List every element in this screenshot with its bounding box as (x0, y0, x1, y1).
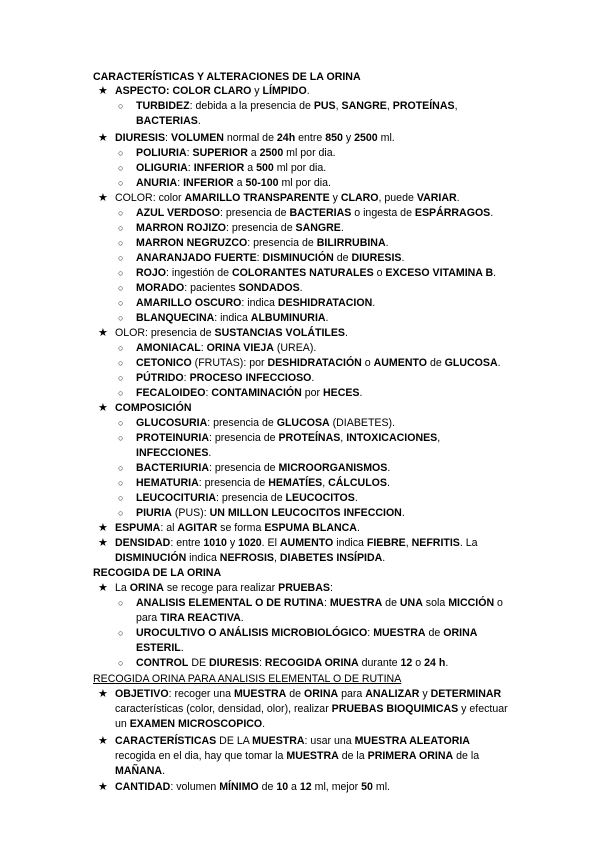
densidad-line-cont: DISMINUCIÓN indica NEFROSIS, DIABETES INSÍPIDA. (115, 552, 386, 564)
star-bullet-icon: ★ (98, 735, 108, 747)
circle-bullet-icon: ○ (118, 298, 124, 308)
leucocituria-line: LEUCOCITURIA: presencia de LEUCOCITOS. (136, 492, 358, 504)
star-bullet-icon: ★ (98, 85, 108, 97)
olor-line: OLOR: presencia de SUSTANCIAS VOLÁTILES. (115, 327, 348, 339)
composicion-line: COMPOSICIÓN (115, 402, 192, 414)
circle-bullet-icon: ○ (118, 148, 124, 158)
turbidez-line-cont: BACTERIAS. (136, 115, 201, 127)
circle-bullet-icon: ○ (118, 658, 124, 668)
circle-bullet-icon: ○ (118, 313, 124, 323)
circle-bullet-icon: ○ (118, 373, 124, 383)
star-bullet-icon: ★ (98, 132, 108, 144)
olor-item: PÚTRIDO: PROCESO INFECCIOSO. (136, 372, 315, 384)
control-line: CONTROL DE DIURESIS: RECOGIDA ORINA durante 12 o 24 h. (136, 657, 449, 669)
circle-bullet-icon: ○ (118, 358, 124, 368)
olor-item: AMONIACAL: ORINA VIEJA (UREA). (136, 342, 317, 354)
oliguria-line: OLIGURIA: INFERIOR a 500 ml por dia. (136, 162, 327, 174)
circle-bullet-icon: ○ (118, 463, 124, 473)
urocultivo-line-cont: ESTERIL. (136, 642, 184, 654)
star-bullet-icon: ★ (98, 522, 108, 534)
piuria-line: PIURIA (PUS): UN MILLON LEUCOCITOS INFECCION. (136, 507, 405, 519)
proteinuria-line: PROTEINURIA: presencia de PROTEÍNAS, INTOXICACIONES, (136, 432, 441, 444)
circle-bullet-icon: ○ (118, 223, 124, 233)
circle-bullet-icon: ○ (118, 178, 124, 188)
star-bullet-icon: ★ (98, 582, 108, 594)
section-title-caracteristicas: CARACTERÍSTICAS Y ALTERACIONES DE LA ORINA (93, 71, 361, 83)
circle-bullet-icon: ○ (118, 433, 124, 443)
star-bullet-icon: ★ (98, 402, 108, 414)
color-item: MARRON ROJIZO: presencia de SANGRE. (136, 222, 344, 234)
diuresis-line: DIURESIS: VOLUMEN normal de 24h entre 850 y 2500 ml. (115, 132, 395, 144)
analisis-line: ANALISIS ELEMENTAL O DE RUTINA: MUESTRA de UNA sola MICCIÓN o (136, 597, 503, 609)
circle-bullet-icon: ○ (118, 101, 124, 111)
circle-bullet-icon: ○ (118, 268, 124, 278)
objetivo-line-cont2: un EXAMEN MICROSCOPICO. (115, 718, 266, 730)
densidad-line: DENSIDAD: entre 1010 y 1020. El AUMENTO indica FIEBRE, NEFRITIS. La (115, 537, 478, 549)
turbidez-line: TURBIDEZ: debida a la presencia de PUS, SANGRE, PROTEÍNAS, (136, 100, 458, 112)
star-bullet-icon: ★ (98, 192, 108, 204)
anuria-line: ANURIA: INFERIOR a 50-100 ml por dia. (136, 177, 331, 189)
recogida-line: La ORINA se recoge para realizar PRUEBAS: (115, 582, 333, 594)
circle-bullet-icon: ○ (118, 163, 124, 173)
hematuria-line: HEMATURIA: presencia de HEMATÍES, CÁLCULOS. (136, 477, 390, 489)
caracteristicas-line: CARACTERÍSTICAS DE LA MUESTRA: usar una MUESTRA ALEATORIA (115, 735, 470, 747)
section-title-recogida: RECOGIDA DE LA ORINA (93, 567, 222, 579)
circle-bullet-icon: ○ (118, 598, 124, 608)
proteinuria-line-cont: INFECCIONES. (136, 447, 212, 459)
circle-bullet-icon: ○ (118, 418, 124, 428)
color-item: AMARILLO OSCURO: indica DESHIDRATACION. (136, 297, 376, 309)
bacteriuria-line: BACTERIURIA: presencia de MICROORGANISMOS. (136, 462, 391, 474)
color-item: AZUL VERDOSO: presencia de BACTERIAS o ingesta de ESPÁRRAGOS. (136, 207, 494, 219)
circle-bullet-icon: ○ (118, 253, 124, 263)
color-item: ROJO: ingestión de COLORANTES NATURALES o EXCESO VITAMINA B. (136, 267, 497, 279)
caracteristicas-line-cont: recogida en el dia, hay que tomar la MUESTRA de la PRIMERA ORINA de la (115, 750, 480, 762)
objetivo-line-cont: características (color, densidad, olor), realizar PRUEBAS BIOQUIMICAS y efectuar (115, 703, 508, 715)
star-bullet-icon: ★ (98, 688, 108, 700)
urocultivo-line: UROCULTIVO O ANÁLISIS MICROBIOLÓGICO: MUESTRA de ORINA (136, 627, 478, 639)
olor-item: CETONICO (FRUTAS): por DESHIDRATACIÓN o AUMENTO de GLUCOSA. (136, 357, 501, 369)
circle-bullet-icon: ○ (118, 388, 124, 398)
analisis-line-cont: para TIRA REACTIVA. (136, 612, 244, 624)
espuma-line: ESPUMA: al AGITAR se forma ESPUMA BLANCA. (115, 522, 360, 534)
objetivo-line: OBJETIVO: recoger una MUESTRA de ORINA para ANALIZAR y DETERMINAR (115, 688, 502, 700)
circle-bullet-icon: ○ (118, 493, 124, 503)
circle-bullet-icon: ○ (118, 208, 124, 218)
caracteristicas-line-cont2: MAÑANA. (115, 765, 166, 777)
olor-item: FECALOIDEO: CONTAMINACIÓN por HECES. (136, 387, 363, 399)
color-item: MORADO: pacientes SONDADOS. (136, 282, 303, 294)
circle-bullet-icon: ○ (118, 283, 124, 293)
circle-bullet-icon: ○ (118, 478, 124, 488)
circle-bullet-icon: ○ (118, 508, 124, 518)
circle-bullet-icon: ○ (118, 628, 124, 638)
circle-bullet-icon: ○ (118, 238, 124, 248)
glucosuria-line: GLUCOSURIA: presencia de GLUCOSA (DIABETES). (136, 417, 396, 429)
star-bullet-icon: ★ (98, 537, 108, 549)
star-bullet-icon: ★ (98, 327, 108, 339)
cantidad-line: CANTIDAD: volumen MÍNIMO de 10 a 12 ml, mejor 50 ml. (115, 781, 391, 793)
poliuria-line: POLIURIA: SUPERIOR a 2500 ml por dia. (136, 147, 336, 159)
color-item: MARRON NEGRUZCO: presencia de BILIRRUBINA. (136, 237, 389, 249)
aspecto-line: ASPECTO: COLOR CLARO y LÍMPIDO. (115, 85, 310, 97)
color-line: COLOR: color AMARILLO TRANSPARENTE y CLARO, puede VARIAR. (115, 192, 460, 204)
circle-bullet-icon: ○ (118, 343, 124, 353)
color-item: BLANQUECINA: indica ALBUMINURIA. (136, 312, 329, 324)
color-item: ANARANJADO FUERTE: DISMINUCIÓN de DIURESIS. (136, 252, 405, 264)
star-bullet-icon: ★ (98, 781, 108, 793)
section-title-analisis-elemental: RECOGIDA ORINA PARA ANALISIS ELEMENTAL O DE RUTINA (93, 673, 402, 685)
